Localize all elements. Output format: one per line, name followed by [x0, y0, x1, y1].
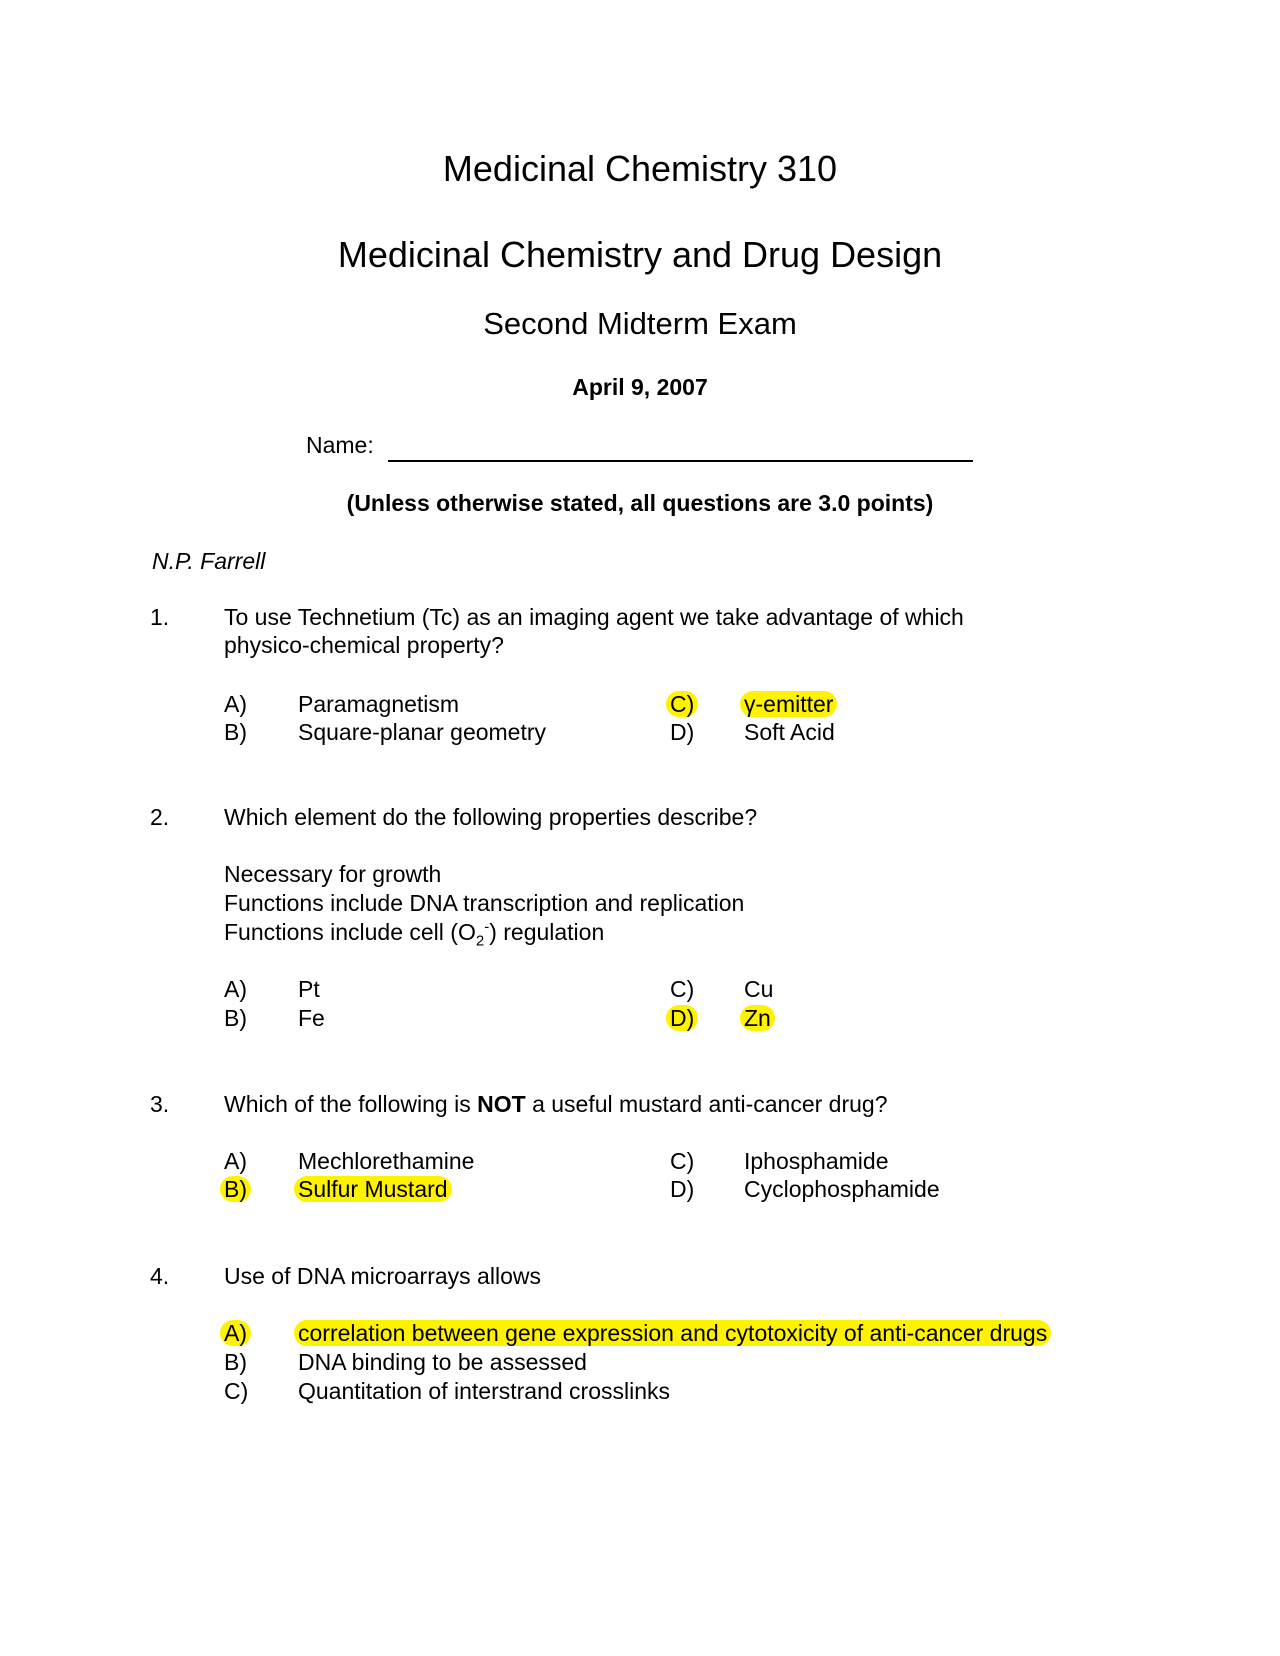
option-letter[interactable]: B): [224, 1005, 247, 1031]
option-text[interactable]: Paramagnetism: [298, 691, 460, 717]
exam-title: Second Midterm Exam: [483, 306, 797, 341]
option-letter[interactable]: A): [224, 1148, 247, 1174]
option-text-highlighted[interactable]: correlation between gene expression and cytotoxicity of anti-cancer drugs: [294, 1320, 1051, 1346]
question-text-line: physico-chemical property?: [224, 632, 504, 658]
option-letter[interactable]: D): [670, 719, 695, 745]
question-number: 4.: [150, 1263, 170, 1289]
option-letter[interactable]: A): [224, 691, 247, 717]
author: N.P. Farrell: [152, 548, 266, 574]
question-number: 2.: [150, 804, 170, 830]
option-letter[interactable]: C): [224, 1378, 249, 1404]
option-letter[interactable]: C): [670, 1148, 695, 1174]
option-text[interactable]: Fe: [298, 1005, 325, 1031]
question-text-line: Which element do the following properties describe?: [224, 804, 758, 830]
name-line[interactable]: [388, 460, 973, 462]
option-letter[interactable]: C): [670, 976, 695, 1002]
points-note: (Unless otherwise stated, all questions are 3.0 points): [346, 490, 934, 516]
question-text-line: Use of DNA microarrays allows: [224, 1263, 541, 1289]
option-letter-highlighted[interactable]: A): [220, 1320, 251, 1346]
option-text[interactable]: Cu: [744, 976, 774, 1002]
name-label: Name:: [306, 432, 374, 458]
option-text[interactable]: Square-planar geometry: [298, 719, 547, 745]
question-number: 1.: [150, 604, 170, 630]
option-letter-highlighted[interactable]: D): [666, 1005, 698, 1031]
option-letter[interactable]: A): [224, 976, 247, 1002]
option-letter-highlighted[interactable]: C): [666, 691, 698, 717]
property-line: Functions include cell $(O_2^-)$ regulation: [224, 918, 605, 950]
option-text[interactable]: Quantitation of interstrand crosslinks: [298, 1378, 671, 1404]
option-text[interactable]: Mechlorethamine: [298, 1148, 475, 1174]
option-text[interactable]: Pt: [298, 976, 320, 1002]
option-letter[interactable]: B): [224, 719, 247, 745]
option-text[interactable]: Soft Acid: [744, 719, 835, 745]
option-letter-highlighted[interactable]: B): [220, 1176, 251, 1202]
option-letter[interactable]: B): [224, 1349, 247, 1375]
document-title: Medicinal Chemistry and Drug Design: [337, 234, 943, 275]
option-letter[interactable]: D): [670, 1176, 695, 1202]
option-text-highlighted[interactable]: γ-emitter: [740, 691, 837, 717]
option-text-highlighted[interactable]: Zn: [740, 1005, 775, 1031]
question-text-line: Which of the following is NOT a useful mustard anti-cancer drug?: [224, 1091, 888, 1117]
option-text[interactable]: Iphosphamide: [744, 1148, 889, 1174]
exam-date: April 9, 2007: [572, 374, 708, 400]
option-text-highlighted[interactable]: Sulfur Mustard: [294, 1176, 452, 1202]
property-line: Necessary for growth: [224, 861, 442, 887]
option-text[interactable]: Cyclophosphamide: [744, 1176, 940, 1202]
question-number: 3.: [150, 1091, 170, 1117]
question-text-line: To use Technetium (Tc) as an imaging agent we take advantage of which: [224, 604, 964, 630]
option-text[interactable]: DNA binding to be assessed: [298, 1349, 587, 1375]
property-line: Functions include DNA transcription and replication: [224, 890, 745, 916]
course-title: Medicinal Chemistry 310: [442, 148, 838, 189]
